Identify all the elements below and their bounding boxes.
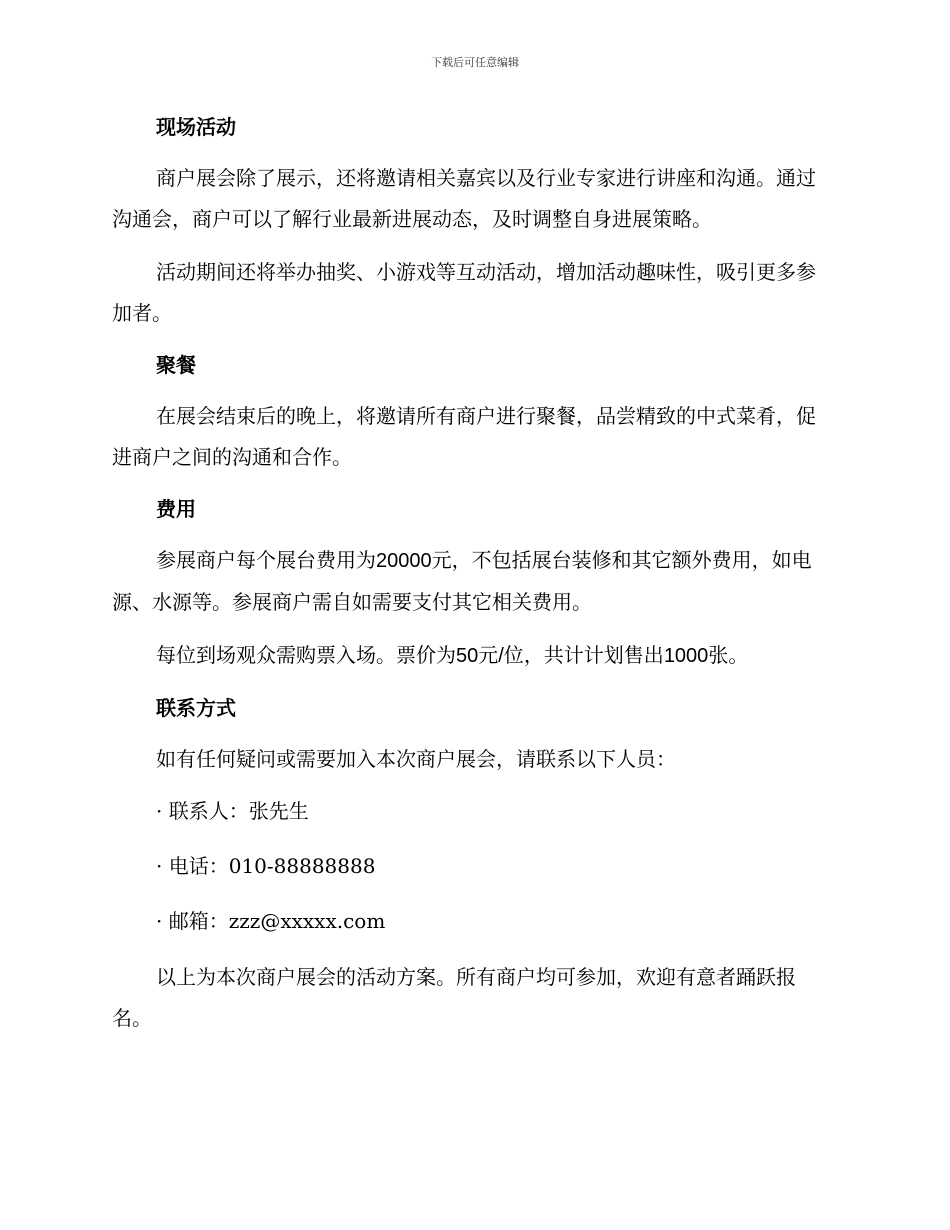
fees-text: 每位到场观众需购票入场。票价为 (156, 643, 456, 667)
contact-person: · 联系人：张先生 (156, 799, 309, 823)
closing-paragraph: 以上为本次商户展会的活动方案。所有商户均可参加，欢迎有意者踊跃报名。 (112, 965, 796, 1030)
section-heading-activities: 现场活动 (156, 115, 236, 139)
section-heading-contact: 联系方式 (156, 696, 236, 720)
ticket-count-value: 1000张 (663, 645, 729, 667)
fees-text: 。 (728, 643, 749, 667)
booth-fee-value: 20000元 (376, 550, 452, 572)
fees-text: ，共计计划售出 (523, 643, 664, 667)
dinner-paragraph: 在展会结束后的晚上，将邀请所有商户进行聚餐，品尝精致的中式菜肴，促进商户之间的沟通和合作。 (112, 404, 816, 469)
contact-intro: 如有任何疑问或需要加入本次商户展会，请联系以下人员： (156, 747, 676, 771)
activities-paragraph-2: 活动期间还将举办抽奖、小游戏等互动活动，增加活动趣味性，吸引更多参加者。 (112, 260, 816, 325)
fees-paragraph-2 (112, 635, 832, 677)
page-header: 下载后可任意编辑 (431, 56, 519, 69)
contact-phone: · 电话：010-88888888 (156, 854, 376, 878)
fees-text: 参展商户每个展台费用为 (156, 548, 376, 572)
contact-email: · 邮箱：zzz@xxxxx.com (156, 909, 386, 933)
fees-paragraph-1 (112, 540, 832, 623)
ticket-price-value: 50元/位 (456, 645, 524, 667)
section-heading-dinner: 聚餐 (156, 353, 196, 377)
fees-text: ，不包括展台装修和其它额外费用，如电源、水源等。参展商户需自如需要支付其它相关费用。 (112, 548, 812, 614)
activities-paragraph-1: 商户展会除了展示，还将邀请相关嘉宾以及行业专家进行讲座和沟通。通过沟通会，商户可以了解行业最新进展动态，及时调整自身进展策略。 (112, 166, 816, 231)
document-body (112, 108, 832, 1051)
section-heading-fees: 费用 (156, 497, 196, 521)
